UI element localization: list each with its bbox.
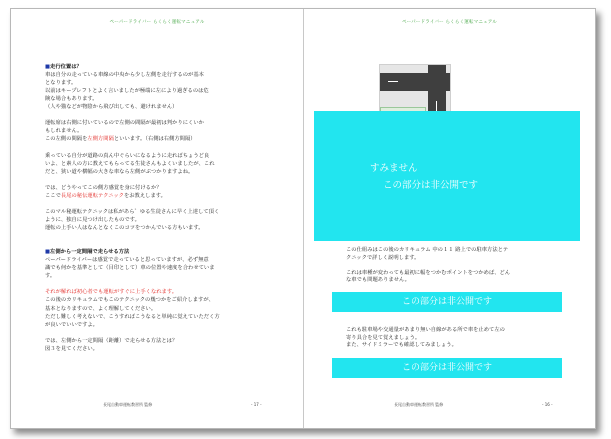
- body-line: ように、独自に見つけ出したものです。: [45, 216, 140, 223]
- body-line: となります。: [45, 80, 77, 87]
- heading-square-icon: ■: [45, 64, 51, 70]
- body-line: 車は自分の走っている車線の中央から少し左側を走行するのが基本: [45, 72, 204, 79]
- body-line: では、左側から一定間隔（距離）で走らせる方法とは？: [45, 337, 178, 344]
- body-line: 図３を見てください。: [45, 345, 98, 352]
- body-line: 運転席は右側に付いているので左側の間隔が最初は判かりにくいか: [45, 120, 204, 127]
- page-header: ペーパードライバー らくらく運転マニュアル: [402, 20, 497, 25]
- hidden-box-line2: この部分は非公開です: [383, 180, 479, 191]
- body-line: これも駐車場や交通量があまり無い自線がある所で車を止めて左の: [346, 327, 505, 333]
- lane-marking: [388, 81, 398, 82]
- body-line: いよ、と素人の方に教えてもらってる生徒さんもよくいましたが、これ: [45, 160, 215, 167]
- heading-text: 左側から一定間隔で走らせる方法: [50, 249, 130, 256]
- right-page: [304, 9, 595, 428]
- body-line: 識でも何かを基準として（目印として）車の位置や速度を合わせていま: [45, 265, 215, 272]
- body-line: だと、狭い道や横幅の大きな車なら左側がぶつかりますよね。: [45, 168, 194, 175]
- hidden-content-box: [314, 111, 580, 241]
- hidden-band-2: この部分は非公開です: [332, 358, 562, 378]
- page-footer: 長尾自動車運転教習所 監修: [103, 402, 153, 407]
- body-line: ペーパードライバーは感覚で走っていると思っていますが、必ず無意: [45, 257, 209, 264]
- body-line: 運転の上手い人はなんとなくこのコツをつかんでいる方もいます。: [45, 225, 204, 231]
- body-line: す。: [45, 273, 56, 280]
- emphasized-text: 長尾の秘伝運転テクニック: [60, 192, 124, 199]
- body-line: ここで長尾の秘伝運転テクニックをお教えします。: [45, 192, 166, 199]
- body-line: この仕組みはこの後のカリキュラム 中の１１ 路上での駐車方法とテ: [346, 247, 509, 253]
- body-line: が良いでいいですよ。: [45, 321, 98, 328]
- section-heading: [45, 64, 82, 71]
- book-spread: [10, 8, 596, 429]
- body-line: また、サイドミラーでも確認してみましょう。: [346, 342, 457, 349]
- body-line: 乗っている自分が道路の真ん中ぐらいになるように走ればちょうど良: [45, 152, 210, 159]
- body-line: 基本となりますので、よく理解してください。: [45, 305, 157, 312]
- emphasized-text: 左側方間隔: [87, 136, 114, 143]
- body-line: （人や猫などが物陰から飛び出しても、避けれません）: [45, 104, 178, 111]
- body-line: それが解れば初心者でも運転がすぐに上手くなれます。: [45, 289, 177, 296]
- body-line: 以前はキープレフトとよく言いましたが極端に左により過ぎるのは危: [45, 88, 209, 95]
- body-line: クニックで詳しく説明します。: [346, 254, 420, 261]
- hidden-box-line1: すみません: [370, 163, 418, 174]
- body-line: これは車種が変わっても最初に幅をつかむポイントをつかめば、どん: [346, 269, 511, 276]
- body-line: では、どうやってこの側方感覚を身に付けるか？: [45, 184, 162, 191]
- body-line: な車でも問題ありません。: [346, 277, 410, 284]
- page-footer: 長尾自動車運転教習所 監修: [394, 402, 444, 407]
- body-line: もしれません。: [45, 128, 83, 135]
- page-number: - 16 -: [542, 402, 553, 407]
- body-line: この左側の間隔を左側方間隔といいます。（右側は右側方間隔）: [45, 136, 196, 143]
- body-line: 寄り具合を見て覚えましょう。: [346, 334, 421, 341]
- page-number: - 17 -: [251, 402, 262, 407]
- body-line: この後のカリキュラムでもこのテクニックの幾つかをご紹介しますが、: [45, 297, 214, 304]
- heading-square-icon: ■: [45, 249, 51, 256]
- body-line: このマル秘運転テクニックは私があら゛ゆる生徒さんに早く上達して頂く: [45, 208, 220, 215]
- body-line: 険な場合もあります。: [45, 96, 98, 103]
- section-heading: [45, 249, 129, 256]
- left-page: [11, 9, 303, 428]
- lane-marking: [436, 101, 437, 111]
- body-line: ただし難しく考えないで、こうすればこうなると単純に覚えていただく方: [45, 313, 220, 320]
- heading-text: 走行位置は？: [50, 64, 82, 70]
- page-header: ペーパードライバー らくらく運転マニュアル: [109, 20, 205, 25]
- hidden-band-1: この部分は非公開です: [332, 292, 562, 312]
